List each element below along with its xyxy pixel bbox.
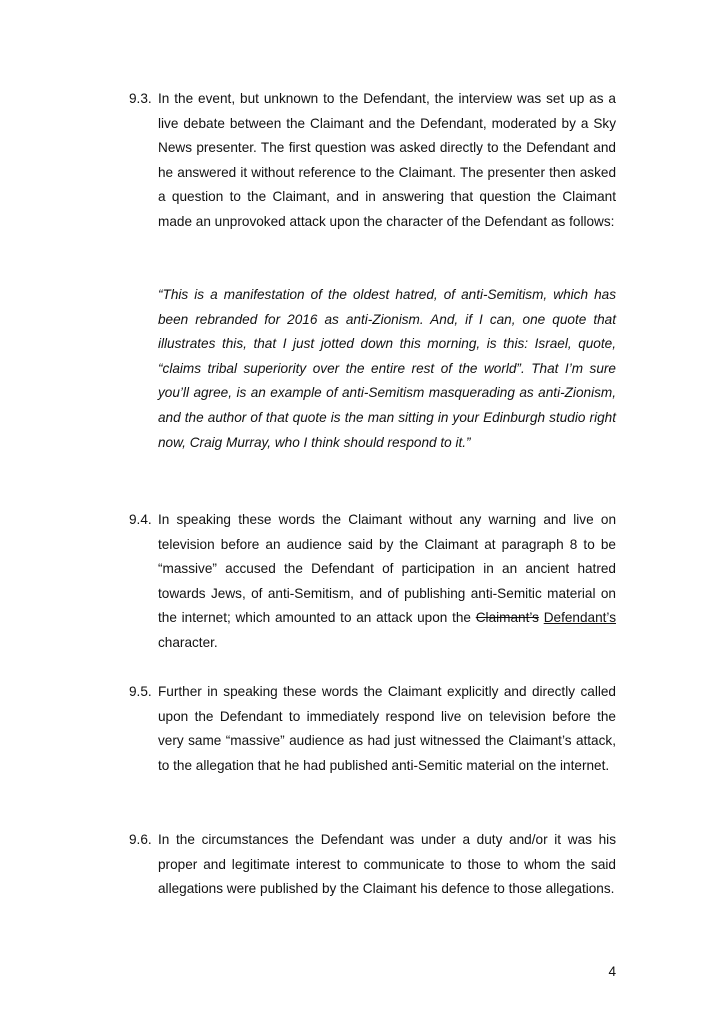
quoted-statement: “This is a manifestation of the oldest hatred, of anti-Semitism, which has been rebranded for 2016 as anti-Zionism. And, if I can, one quote that illustrates this, that I just jotted down this morning, is this: Israel, quote, “claims tribal superiority over the entire rest of the world”. That I’m sure you’ll agree, is an example of anti-Semitism masquerading as anti-Zionism, and the author of that quote is the man sitting in your Edinburgh studio right now, Craig Murray, who I think should respond to it.”	[158, 287, 616, 450]
paragraph-text-after: character.	[158, 634, 218, 650]
paragraph-number: 9.5.	[129, 684, 152, 699]
paragraph-text: In the event, but unknown to the Defendant, the interview was set up as a live debate between the Claimant and the Defendant, moderated by a Sky News presenter. The first question was asked directly to the Defendant and he answered it without reference to the Claimant. The presenter then asked a question to the Claimant, and in answering that question the Claimant made an unprovoked attack upon the character of the Defendant as follows:	[158, 91, 616, 229]
paragraph-text: In the circumstances the Defendant was under a duty and/or it was his proper and legitimate interest to communicate to those to whom the said allegations were published by the Claimant his defence to those allegations.	[158, 832, 616, 897]
deleted-text: Claimant’s	[475, 610, 539, 626]
paragraph-text	[158, 508, 616, 656]
paragraph-number: 9.6.	[129, 832, 152, 847]
paragraph-9-3	[129, 87, 616, 235]
paragraph-text: Further in speaking these words the Claimant explicitly and directly called upon the Defendant to immediately respond live on television before the very same “massive” audience as had just witnessed the Claimant’s attack, to the allegation that he had published anti-Semitic material on the internet.	[158, 684, 616, 773]
paragraph-number: 9.4.	[129, 512, 152, 527]
paragraph-number: 9.3.	[129, 91, 152, 106]
page-number: 4	[608, 964, 616, 979]
paragraph-9-4	[129, 508, 616, 656]
paragraph-text-before: In speaking these words the Claimant without any warning and live on television before an audience said by the Claimant at paragraph 8 to be “massive” accused the Defendant of participation in an ancient hatred towards Jews, of anti-Semitism, and of publishing anti-Semitic material on the internet; which amounted to an attack upon the	[158, 512, 616, 626]
paragraph-9-5	[129, 680, 616, 778]
paragraph-9-6	[129, 828, 616, 902]
inserted-text: Defendant’s	[543, 610, 617, 626]
